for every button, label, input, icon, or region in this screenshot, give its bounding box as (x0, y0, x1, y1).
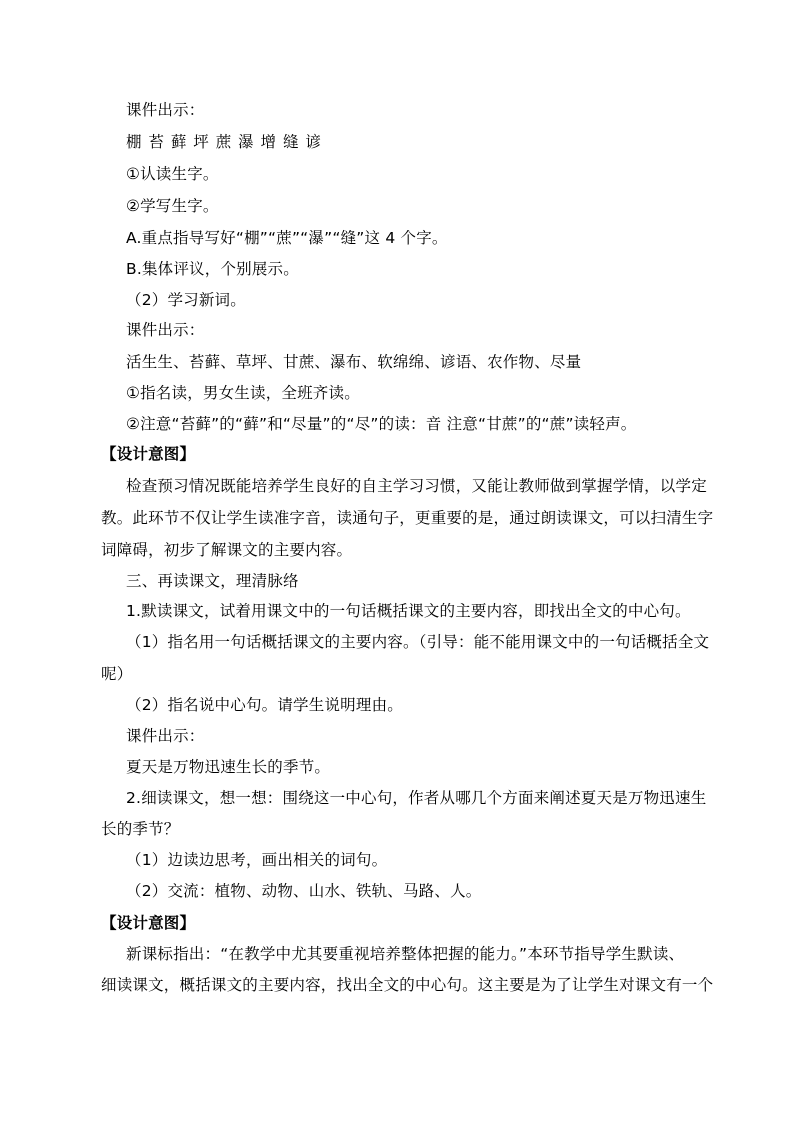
paragraph-line: 词障碍，初步了解课文的主要内容。 (101, 541, 353, 559)
section-heading: 【设计意图】 (101, 445, 196, 463)
word-list: 活生生、苔藓、草坪、甘蔗、瀑布、软绵绵、谚语、农作物、尽量 (126, 353, 582, 371)
text-line: ①指名读，男女生读，全班齐读。 (126, 384, 360, 402)
text-line: （1）边读边思考，画出相关的词句。 (126, 851, 388, 869)
text-line: A.重点指导写好“棚”“蔗”“瀑”“缝”这 4 个字。 (126, 229, 448, 247)
section-heading: 【设计意图】 (101, 914, 196, 932)
text-line: 2.细读课文，想一想：围绕这一中心句，作者从哪几个方面来阐述夏天是万物迅速生 (126, 789, 707, 807)
paragraph-line: 检查预习情况既能培养学生良好的自主学习习惯，又能让教师做到掌握学情，以学定 (126, 477, 707, 495)
text-line: 课件出示： (126, 321, 205, 339)
text-line: 夏天是万物迅速生长的季节。 (126, 758, 331, 776)
text-line: ②注意“苔藓”的“藓”和“尽量”的“尽”的读：音 注意“甘蔗”的“蔗”读轻声。 (126, 415, 637, 433)
text-line: （2）交流：植物、动物、山水、铁轨、马路、人。 (126, 882, 482, 900)
section-title: 三、再读课文，理清脉络 (126, 572, 299, 590)
text-line: （1）指名用一句话概括课文的主要内容。（引导：能不能用课文中的一句话概括全文 (126, 633, 710, 651)
text-line: 1.默读课文，试着用课文中的一句话概括课文的主要内容，即找出全文的中心句。 (126, 602, 691, 620)
text-line: 呢） (101, 665, 133, 683)
text-line: ②学写生字。 (126, 197, 219, 215)
text-line: （2）学习新词。 (126, 291, 246, 309)
text-line: 长的季节？ (101, 820, 180, 838)
text-line: ①认读生字。 (126, 165, 219, 183)
text-line: B.集体评议，个别展示。 (126, 260, 299, 278)
text-line: 课件出示： (126, 101, 205, 119)
paragraph-line: 教。此环节不仅让学生读准字音，读通句子，更重要的是，通过朗读课文，可以扫清生字 (101, 509, 714, 527)
character-list: 棚 苔 藓 坪 蔗 瀑 增 缝 谚 (126, 133, 322, 151)
text-line: 课件出示： (126, 727, 205, 745)
text-line: （2）指名说中心句。请学生说明理由。 (126, 696, 403, 714)
paragraph-line: 新课标指出：“在教学中尤其要重视培养整体把握的能力。”本环节指导学生默读、 (126, 945, 685, 963)
paragraph-line: 细读课文，概括课文的主要内容，找出全文的中心句。这主要是为了让学生对课文有一个 (101, 976, 714, 994)
